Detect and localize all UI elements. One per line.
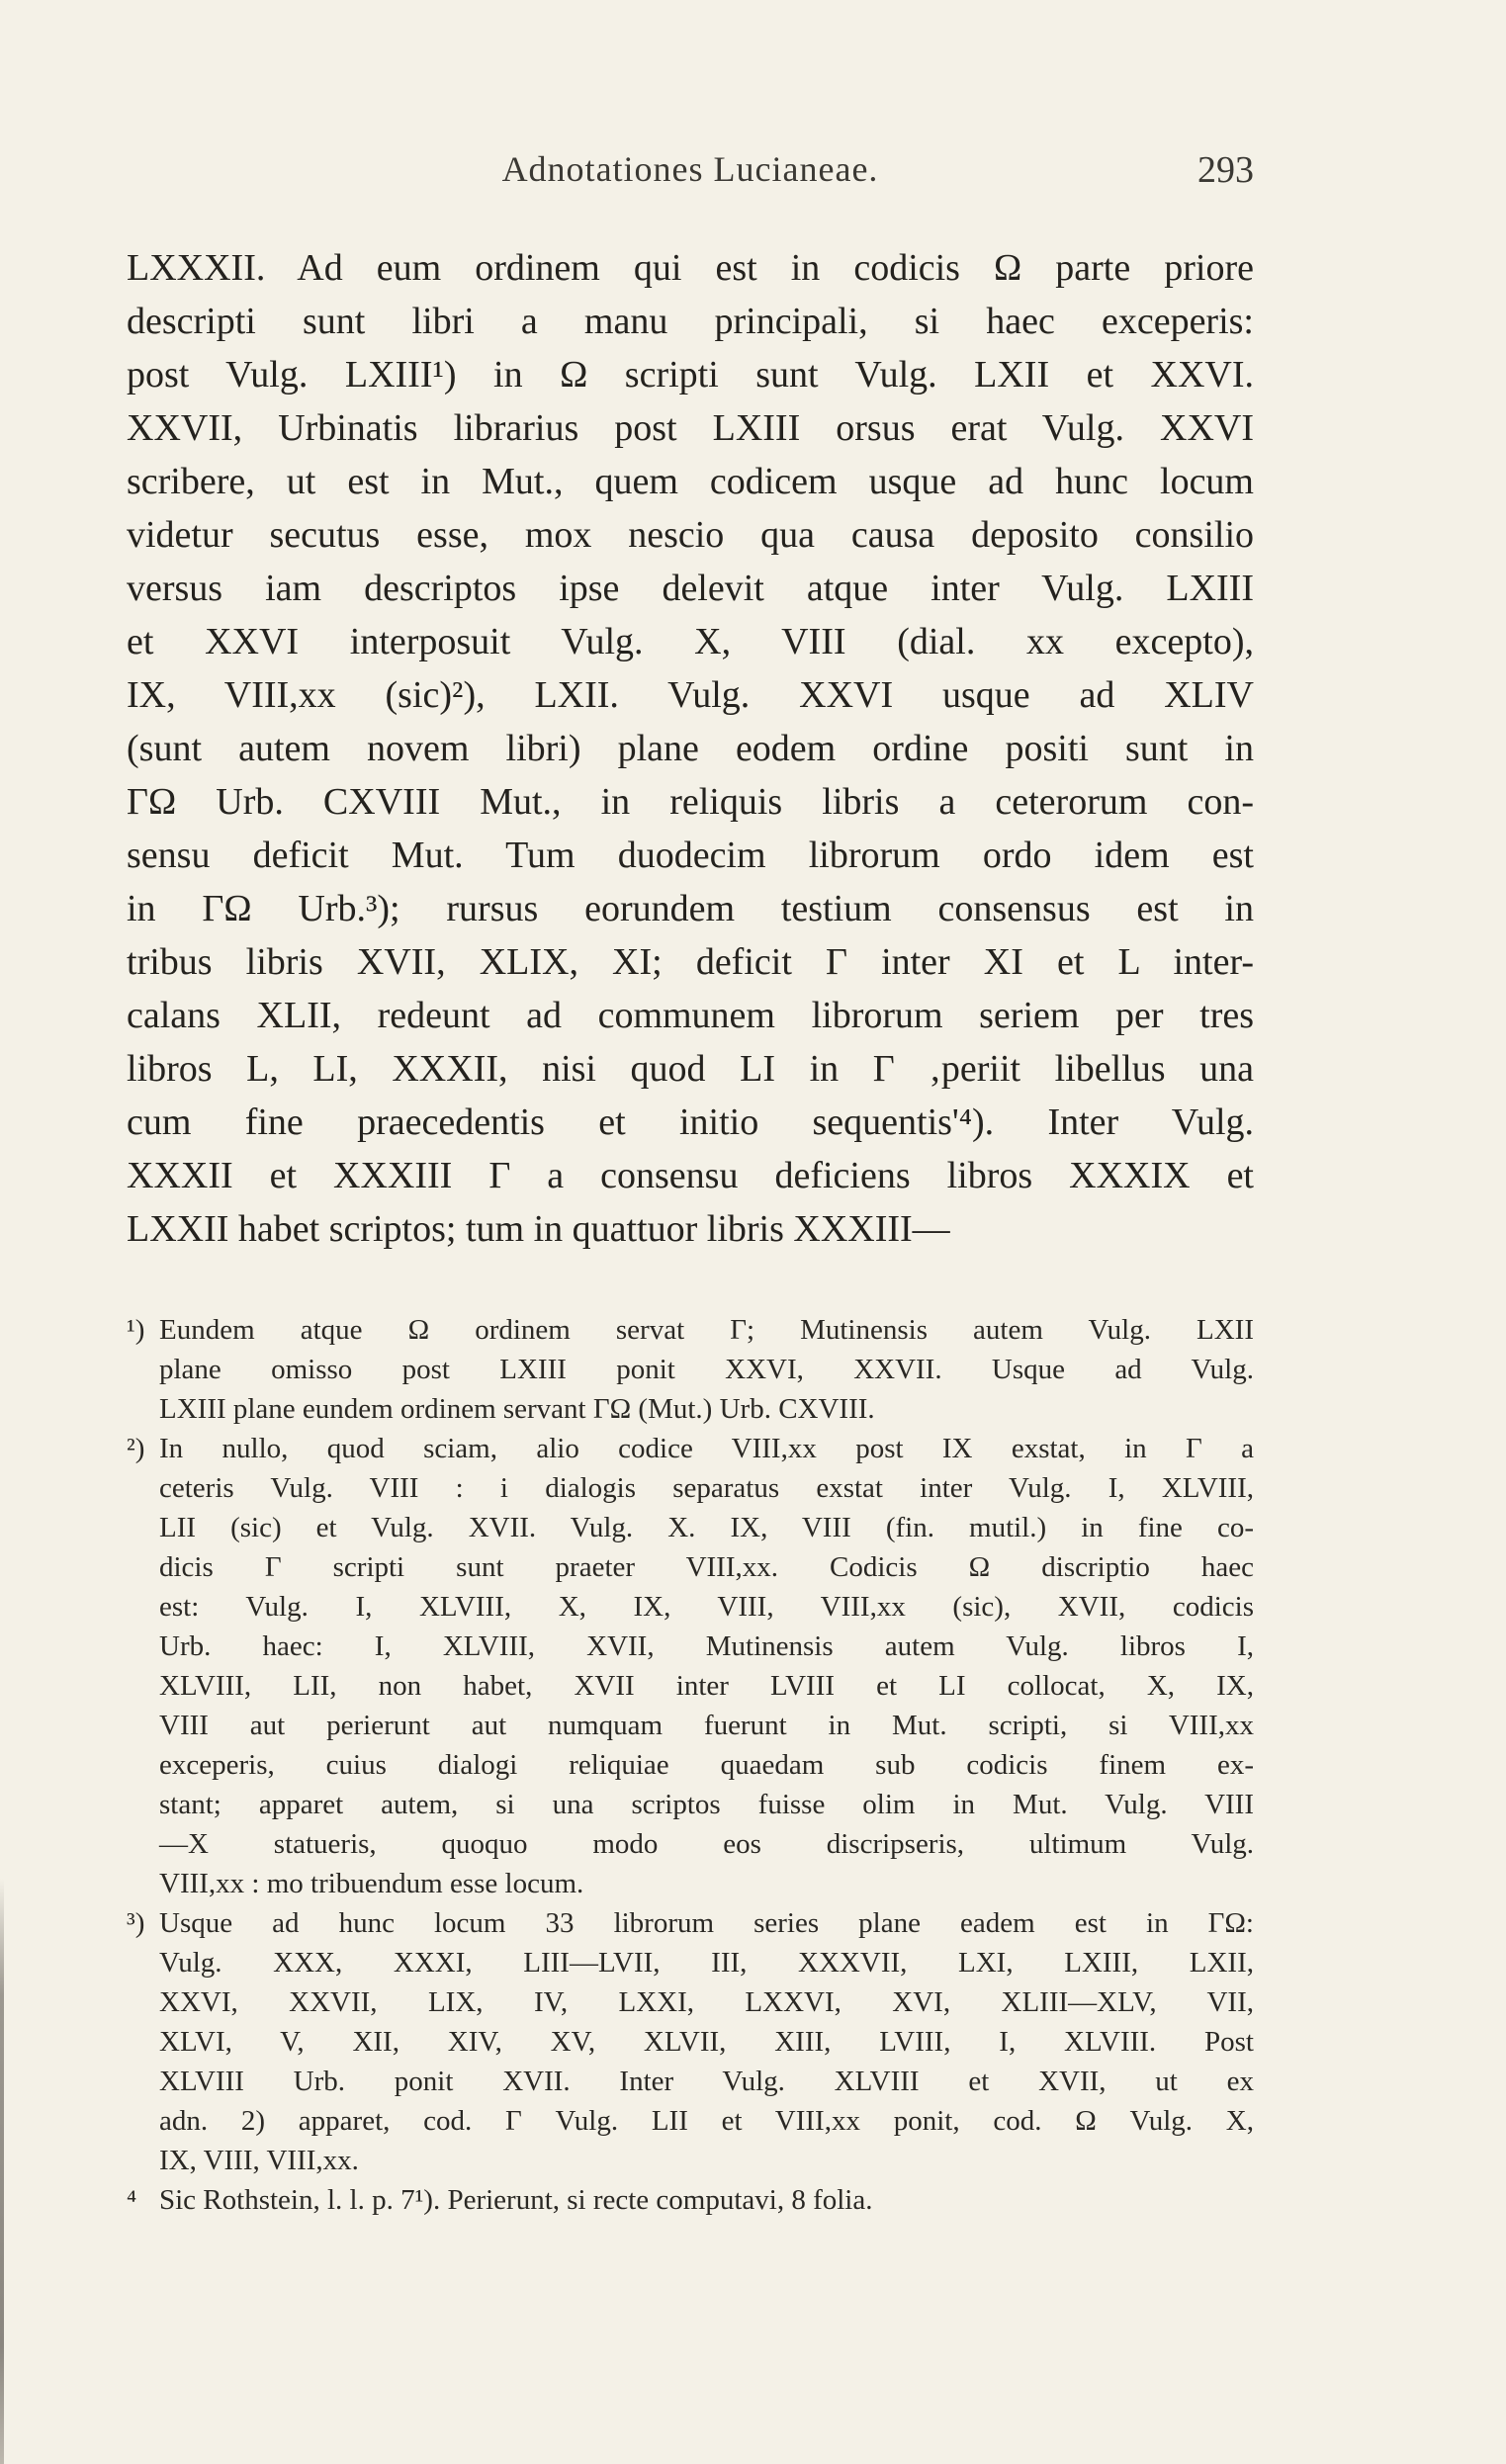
footnote-2-line: VIII,xx : mo tribuendum esse locum. (159, 1868, 584, 1899)
text-line: (sunt autem novem libri) plane eodem ordine positi sunt in (127, 728, 1254, 769)
footnote-text: Sic Rothstein, l. l. p. 7¹). Perierunt, si recte computavi, 8 folia. (159, 2184, 873, 2216)
text-line: ΓΩ Urb. CXVIII Mut., in reliquis libris a ceterorum con- (127, 781, 1254, 823)
text-line: LXXXII. Ad eum ordinem qui est in codicis Ω parte priore (127, 247, 1254, 289)
footnote-2-line: LII (sic) et Vulg. XVII. Vulg. X. IX, VIII (fin. mutil.) in fine co- (159, 1512, 1254, 1543)
footnote-2-line: exceperis, cuius dialogi reliquiae quaedam sub codicis finem ex- (159, 1749, 1254, 1781)
footnote-3-line: adn. 2) apparet, cod. Γ Vulg. LII et VIII,xx ponit, cod. Ω Vulg. X, (159, 2105, 1254, 2137)
page-edge-shadow (0, 1879, 4, 2464)
text-line: in ΓΩ Urb.³); rursus eorundem testium consensus est in (127, 888, 1254, 929)
text-line: et XXVI interposuit Vulg. X, VIII (dial. xx excepto), (127, 621, 1254, 662)
page-number: 293 (1197, 149, 1254, 191)
footnote-2-line: XLVIII, LII, non habet, XVII inter LVIII et LI collocat, X, IX, (159, 1670, 1254, 1702)
running-head (127, 148, 1254, 198)
footnote-1-line: LXIII plane eundem ordinem servant ΓΩ (Mut.) Urb. CXVIII. (159, 1393, 875, 1425)
text-line: post Vulg. LXIII¹) in Ω scripti sunt Vulg. LXII et XXVI. (127, 354, 1254, 396)
footnote-text: In nullo, quod sciam, alio codice VIII,xx post IX exstat, in Γ a (159, 1433, 1254, 1464)
footnote-2-line: Urb. haec: I, XLVIII, XVII, Mutinensis autem Vulg. libros I, (159, 1630, 1254, 1662)
text-line: cum fine praecedentis et initio sequentis'⁴). Inter Vulg. (127, 1101, 1254, 1143)
footnote-2-line: est: Vulg. I, XLVIII, X, IX, VIII, VIII,xx (sic), XVII, codicis (159, 1591, 1254, 1623)
footnote-marker: ¹) (127, 1314, 145, 1346)
footnote-2-line: —X statueris, quoquo modo eos discripseris, ultimum Vulg. (159, 1828, 1254, 1860)
footnote-3-line: XXVI, XXVII, LIX, IV, LXXI, LXXVI, XVI, XLIII—XLV, VII, (159, 1986, 1254, 2018)
footnote-2-line: stant; apparet autem, si una scriptos fuisse olim in Mut. Vulg. VIII (159, 1789, 1254, 1820)
text-line: libros L, LI, XXXII, nisi quod LI in Γ ‚periit libellus una (127, 1048, 1254, 1090)
text-line: versus iam descriptos ipse delevit atque inter Vulg. LXIII (127, 568, 1254, 609)
text-line: videtur secutus esse, mox nescio qua causa deposito consilio (127, 514, 1254, 556)
text-line: descripti sunt libri a manu principali, si haec exceperis: (127, 301, 1254, 342)
footnote-3-line: IX, VIII, VIII,xx. (159, 2145, 359, 2176)
footnote-text: Usque ad hunc locum 33 librorum series plane eadem est in ΓΩ: (159, 1907, 1254, 1939)
footnote-4-line (127, 2180, 1254, 2220)
main-text-block (127, 241, 1254, 1256)
footnote-2-line (127, 1429, 1254, 1468)
text-line: XXVII, Urbinatis librarius post LXIII orsus erat Vulg. XXVI (127, 407, 1254, 449)
footnote-marker: ⁴ (127, 2184, 137, 2216)
text-line: IX, VIII,xx (sic)²), LXII. Vulg. XXVI usque ad XLIV (127, 674, 1254, 716)
footnote-marker: ²) (127, 1433, 145, 1464)
footnote-2-line: ceteris Vulg. VIII : i dialogis separatus exstat inter Vulg. I, XLVIII, (159, 1472, 1254, 1504)
footnotes-block (127, 1310, 1254, 2220)
footnote-3-line: Vulg. XXX, XXXI, LIII—LVII, III, XXXVII, LXI, LXIII, LXII, (159, 1947, 1254, 1979)
footnote-marker: ³) (127, 1907, 145, 1939)
text-line: scribere, ut est in Mut., quem codicem usque ad hunc locum (127, 461, 1254, 502)
footnote-2-line: dicis Γ scripti sunt praeter VIII,xx. Codicis Ω discriptio haec (159, 1551, 1254, 1583)
text-line: XXXII et XXXIII Γ a consensu deficiens libros XXXIX et (127, 1155, 1254, 1196)
footnote-2-line: VIII aut perierunt aut numquam fuerunt in Mut. scripti, si VIII,xx (159, 1710, 1254, 1741)
footnote-3-line: XLVI, V, XII, XIV, XV, XLVII, XIII, LVIII, I, XLVIII. Post (159, 2026, 1254, 2058)
text-line: tribus libris XVII, XLIX, XI; deficit Γ inter XI et L inter- (127, 941, 1254, 983)
footnote-1-line (127, 1310, 1254, 1350)
text-line: sensu deficit Mut. Tum duodecim librorum ordo idem est (127, 835, 1254, 876)
text-line: calans XLII, redeunt ad communem librorum seriem per tres (127, 995, 1254, 1036)
footnote-text: Eundem atque Ω ordinem servat Γ; Mutinensis autem Vulg. LXII (159, 1314, 1254, 1346)
text-line: LXXII habet scriptos; tum in quattuor libris XXXIII— (127, 1208, 950, 1250)
footnote-3-line: XLVIII Urb. ponit XVII. Inter Vulg. XLVIII et XVII, ut ex (159, 2066, 1254, 2097)
footnote-3-line (127, 1903, 1254, 1943)
footnote-1-line: plane omisso post LXIII ponit XXVI, XXVII. Usque ad Vulg. (159, 1354, 1254, 1385)
running-title: Adnotationes Lucianeae. (501, 149, 879, 189)
